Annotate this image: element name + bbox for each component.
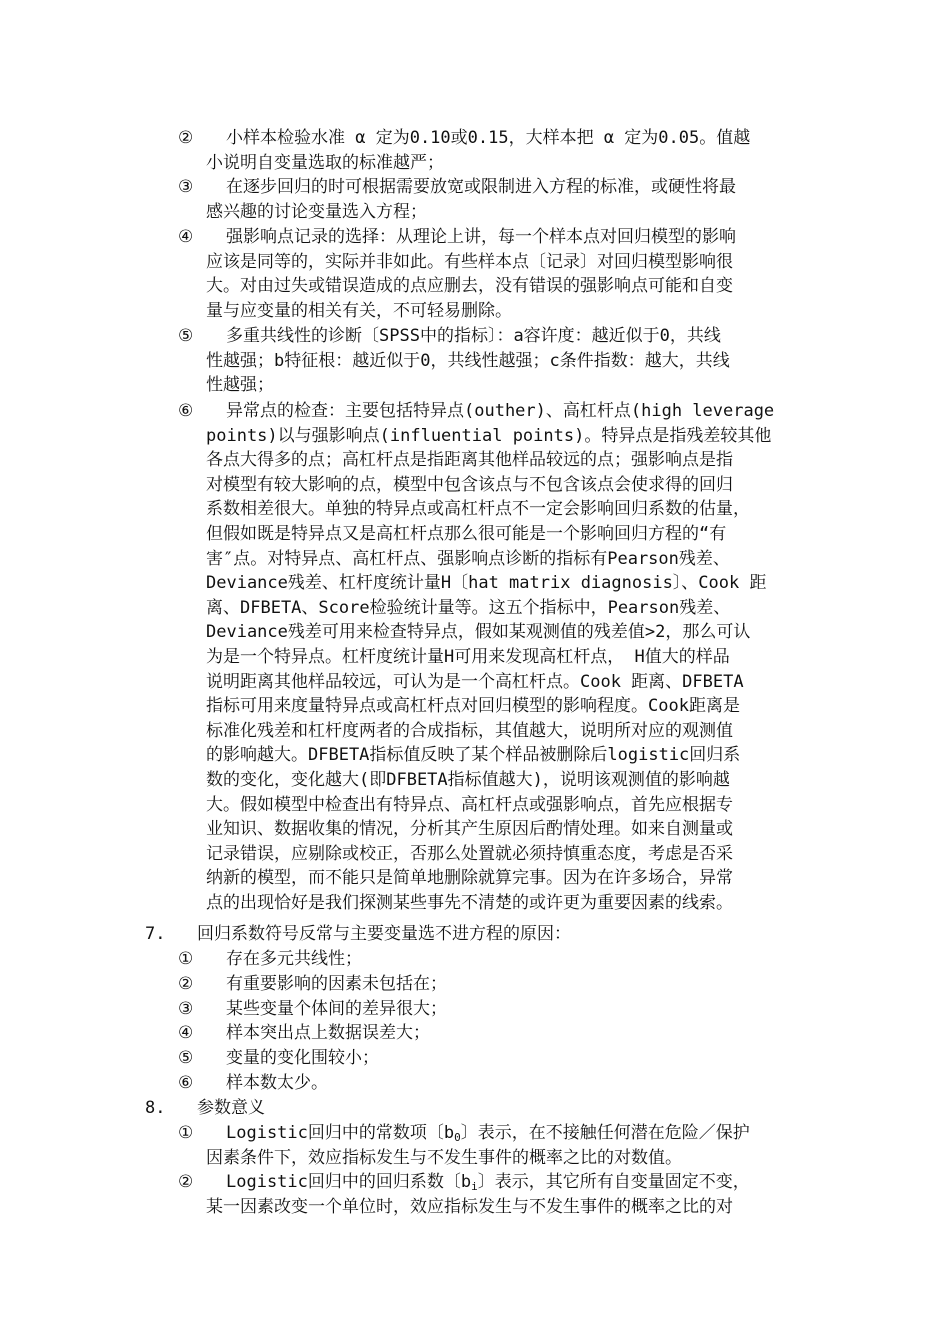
section-number: 7. xyxy=(145,924,166,944)
item-text-segment: 〕表示，在不接触任何潜在危险／保护 xyxy=(460,1123,750,1143)
item-text-line: 小说明自变量选取的标准越严； xyxy=(206,152,444,173)
item-marker: ② xyxy=(178,974,194,994)
item-text-line: Deviance残差可用来检查特异点，假如某观测值的残差值>2，那么可认 xyxy=(206,622,751,643)
item-text-line: 为是一个特异点。杠杆度统计量H可用来发现高杠杆点， H值大的样品 xyxy=(206,646,730,667)
item-text-line: 记录错误，应剔除或校正，否那么处置就必须持慎重态度，考虑是否采 xyxy=(206,843,733,864)
item-text-line: Deviance残差、杠杆度统计量H〔hat matrix diagnosis〕、Cook 距 xyxy=(206,573,767,594)
item-text: 某些变量个体间的差异很大； xyxy=(226,999,447,1019)
list-item xyxy=(178,997,578,1022)
list-item xyxy=(178,1046,578,1071)
item-text-segment: Logistic回归中的常数项〔b xyxy=(226,1123,455,1143)
item-text-line: 性越强； xyxy=(206,375,274,396)
list-item xyxy=(178,1121,818,1171)
section-title: 参数意义 xyxy=(197,1098,265,1118)
item-text-line: 害″点。对特异点、高杠杆点、强影响点诊断的指标有Pearson残差、 xyxy=(206,548,730,569)
item-marker: ⑤ xyxy=(178,1048,194,1068)
item-text-line: 因素条件下，效应指标发生与不发生事件的概率之比的对数值。 xyxy=(206,1147,682,1168)
item-text-line: points)以与强影响点(influential points)。特异点是指残差较其他 xyxy=(206,425,772,446)
item-text-line: 应该是同等的，实际并非如此。有些样本点〔记录〕对回归模型影响很 xyxy=(206,251,733,272)
item-text-line: 的影响越大。DFBETA指标值反映了某个样品被删除后logistic回归系 xyxy=(206,745,741,766)
item-text-line: 业知识、数据收集的情况，分析其产生原因后酌情处理。如来自测量或 xyxy=(206,819,733,840)
list-item xyxy=(178,175,818,225)
item-text-line: 标准化残差和杠杆度两者的合成指标，其值越大，说明所对应的观测值 xyxy=(206,720,733,741)
item-text-line: 系数相差很大。单独的特异点或高杠杆点不一定会影响回归系数的估量， xyxy=(206,499,750,520)
item-text: 有重要影响的因素未包括在； xyxy=(226,974,447,994)
item-marker: ④ xyxy=(178,227,194,247)
item-text-line: 指标可用来度量特异点或高杠杆点对回归模型的影响程度。Cook距离是 xyxy=(206,696,740,717)
item-text-line: 纳新的模型，而不能只是简单地删除就算完事。因为在许多场合，异常 xyxy=(206,868,733,889)
item-text-line: 量与应变量的相关有关，不可轻易删除。 xyxy=(206,300,512,321)
item-text-line: 离、DFBETA、Score检验统计量等。这五个指标中，Pearson残差、 xyxy=(206,597,731,618)
item-text-line: 在逐步回归的时可根据需要放宽或限制进入方程的标准，或硬性将最 xyxy=(226,177,736,197)
item-marker: ② xyxy=(178,128,194,148)
item-text-line: 强影响点记录的选择：从理论上讲，每一个样本点对回归模型的影响 xyxy=(226,227,736,247)
item-text-line: 某一因素改变一个单位时，效应指标发生与不发生事件的概率之比的对 xyxy=(206,1196,733,1217)
item-text-line: 数的变化，变化越大(即DFBETA指标值越大)，说明该观测值的影响越 xyxy=(206,769,730,790)
item-text-line: 性越强；b特征根：越近似于0，共线性越强；c条件指数：越大，共线 xyxy=(206,350,730,371)
item-text: 样本突出点上数据误差大； xyxy=(226,1023,430,1043)
item-marker: ④ xyxy=(178,1023,194,1043)
list-item xyxy=(178,972,578,997)
item-marker: ② xyxy=(178,1172,194,1192)
item-text-line xyxy=(206,1121,750,1146)
list-item xyxy=(178,126,818,176)
item-marker: ⑥ xyxy=(178,401,194,421)
item-marker: ⑤ xyxy=(178,326,194,346)
list-item xyxy=(178,399,818,919)
item-text-line: 说明距离其他样品较远，可认为是一个高杠杆点。Cook 距离、DFBETA xyxy=(206,671,744,692)
list-item xyxy=(178,1170,818,1220)
subscript: i xyxy=(471,1180,478,1193)
section-title: 回归系数符号反常与主要变量选不进方程的原因： xyxy=(197,924,571,944)
item-text-line: 小样本检验水准 α 定为0.10或0.15，大样本把 α 定为0.05。值越 xyxy=(226,128,751,148)
item-marker: ⑥ xyxy=(178,1073,194,1093)
item-text-line: 对模型有较大影响的点，模型中包含该点与不包含该点会使求得的回归 xyxy=(206,474,733,495)
item-text: 存在多元共线性； xyxy=(226,949,362,969)
item-text-line: 异常点的检查：主要包括特异点(outher)、高杠杆点(high leverage xyxy=(226,401,775,421)
item-marker: ① xyxy=(178,949,194,969)
item-text-line: 大。假如模型中检查出有特异点、高杠杆点或强影响点，首先应根据专 xyxy=(206,794,733,815)
item-text-line: 感兴趣的讨论变量选入方程； xyxy=(206,201,427,222)
item-text-line xyxy=(206,1170,750,1195)
item-text: 变量的变化围较小； xyxy=(226,1048,379,1068)
list-item xyxy=(178,1071,578,1096)
item-text-segment: Logistic回归中的回归系数〔b xyxy=(226,1172,472,1192)
item-text-line: 各点大得多的点；高杠杆点是指距离其他样品较远的点；强影响点是指 xyxy=(206,450,733,471)
item-text-line: 多重共线性的诊断〔SPSS中的指标〕：a容许度：越近似于0，共线 xyxy=(226,326,721,346)
item-text-segment: 〕表示，其它所有自变量固定不变， xyxy=(477,1172,750,1192)
section-heading xyxy=(145,1096,765,1121)
item-text-line: 但假如既是特异点又是高杠杆点那么很可能是一个影响回归方程的“有 xyxy=(206,523,727,544)
section-heading xyxy=(145,922,765,947)
item-marker: ① xyxy=(178,1123,194,1143)
item-marker: ③ xyxy=(178,999,194,1019)
item-marker: ③ xyxy=(178,177,194,197)
list-item xyxy=(178,1021,578,1046)
item-text: 样本数太少。 xyxy=(226,1073,328,1093)
subscript: 0 xyxy=(454,1131,461,1144)
list-item xyxy=(178,947,578,972)
list-item xyxy=(178,225,818,325)
item-text-line: 大。对由过失或错误造成的点应删去，没有错误的强影响点可能和自变 xyxy=(206,276,733,297)
section-number: 8. xyxy=(145,1098,166,1118)
item-text-line: 点的出现恰好是我们探测某些事先不清楚的或许更为重要因素的线索。 xyxy=(206,892,733,913)
list-item xyxy=(178,324,818,399)
